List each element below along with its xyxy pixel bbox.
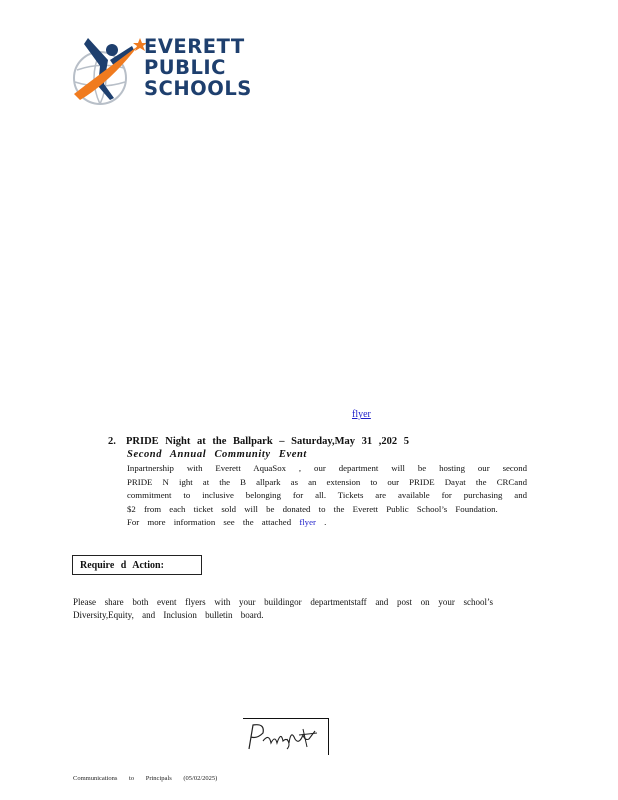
- item-heading: [108, 436, 528, 447]
- more-info-text: For more information see the attached: [127, 517, 292, 527]
- signature-box: [243, 718, 329, 755]
- signature-image: [243, 719, 327, 755]
- logo-line-schools: SCHOOLS: [144, 77, 252, 100]
- body-line: $2 from each ticket sold will be donated to the Everett Public School’s Foundation.: [127, 503, 498, 514]
- item-body: [127, 462, 527, 530]
- more-info-end: .: [324, 517, 327, 527]
- logo-line-everett: EVERETT: [144, 35, 245, 58]
- required-action-box: [72, 555, 202, 575]
- flyer-link[interactable]: flyer: [299, 517, 316, 527]
- item-number: 2.: [108, 436, 116, 447]
- body-line: PRIDE N ight at the B allpark as an extension to our PRIDE Dayat the CRCand: [127, 476, 527, 487]
- item-title: PRIDE Night at the Ballpark – Saturday,May 31 ,202 5: [126, 436, 410, 447]
- logo-line-public: PUBLIC: [144, 56, 226, 79]
- required-action-label: Require d Action:: [80, 560, 164, 571]
- runner-globe-star-icon: [70, 34, 150, 114]
- district-logo: [70, 34, 260, 114]
- required-action-line: Please share both event flyers with your buildingor departmentstaff and post on your school’s: [73, 597, 493, 607]
- more-info-line: [127, 516, 527, 530]
- body-line: commitment to inclusive belonging for all. Tickets are available for purchasing and: [127, 490, 527, 500]
- footer-text: Communications to Principals (05/02/2025): [73, 775, 218, 782]
- flyer-link-top[interactable]: flyer: [352, 409, 371, 420]
- body-line: Inpartnership with Everett AquaSox , our department will be hosting our second: [127, 463, 527, 473]
- event-item-pride-night: [108, 436, 528, 530]
- required-action-line: Diversity,Equity, and Inclusion bulletin board.: [73, 610, 264, 620]
- item-subtitle: Second Annual Community Event: [127, 449, 307, 460]
- required-action-text: [73, 596, 493, 622]
- logo-wordmark: [144, 36, 252, 99]
